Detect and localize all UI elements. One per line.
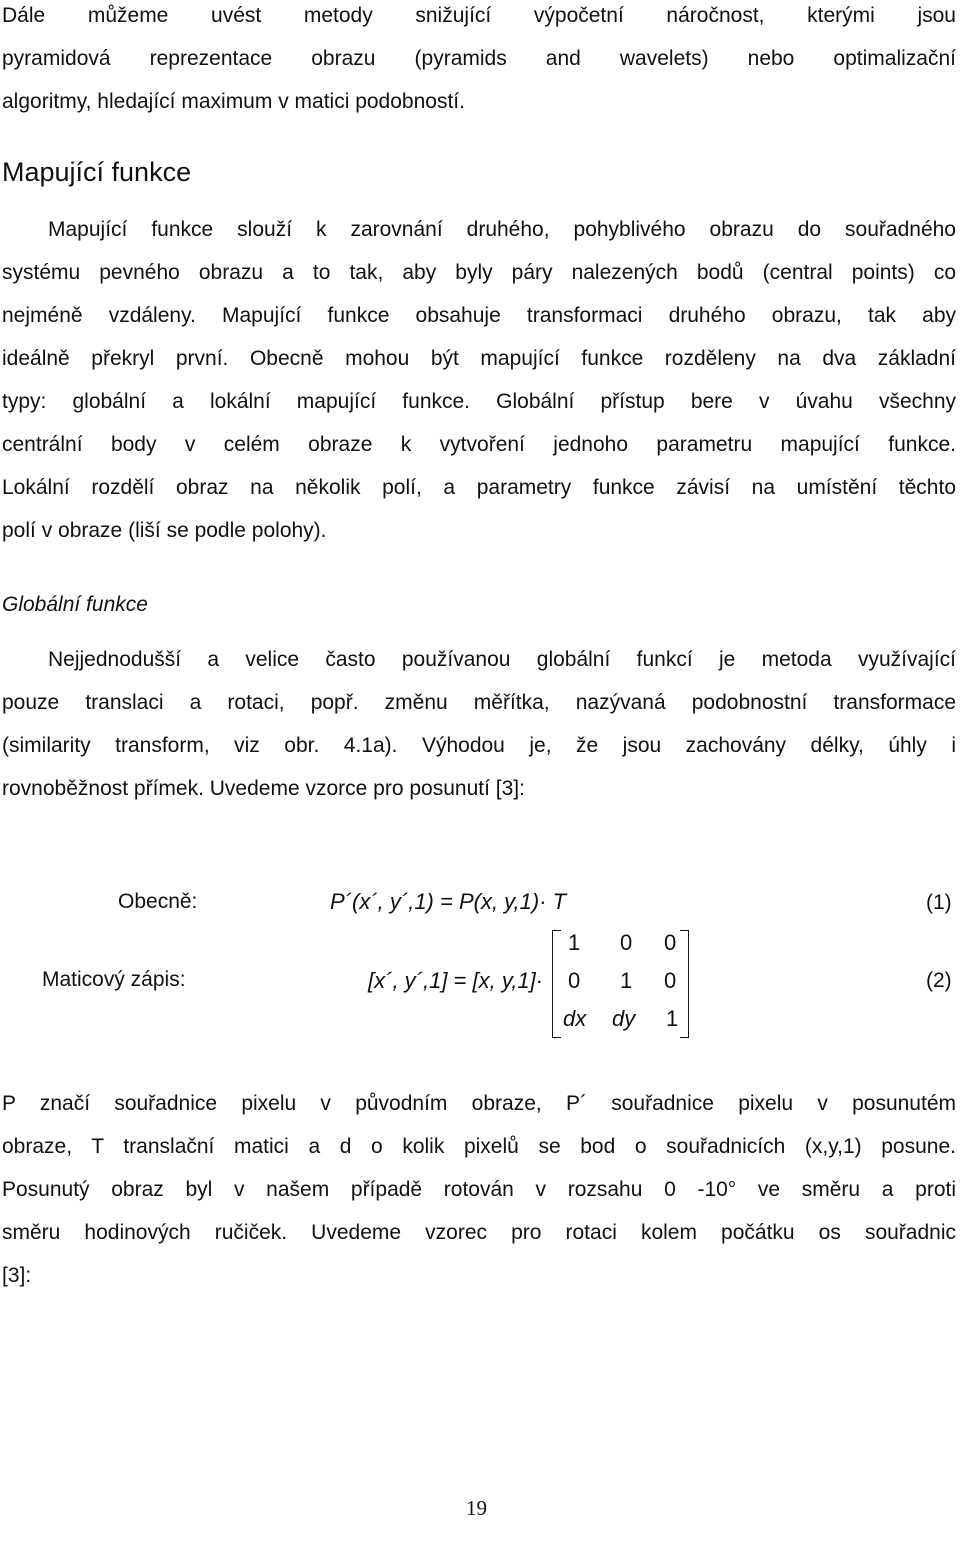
equation-1-number: (1) [926, 891, 952, 914]
equation-1-formula: P´(x´, y´,1) = P(x, y,1)· T [330, 889, 567, 914]
matrix-cell: 0 [620, 930, 633, 955]
matrix-cell: 0 [664, 930, 677, 955]
section1-line-5: typy: globální a lokální mapující funkce. Globální přístup bere v úvahu všechny [2, 390, 956, 413]
page-number: 19 [466, 1496, 487, 1520]
matrix-cell: 1 [620, 968, 633, 993]
equation-2-number: (2) [926, 969, 952, 992]
after-line-3: Posunutý obraz byl v našem případě rotován v rozsahu 0 -10° ve směru a proti [2, 1178, 956, 1201]
section1-line-2: systému pevného obrazu a to tak, aby byly páry nalezených bodů (central points) co [2, 261, 956, 284]
matrix-cell: 0 [664, 968, 677, 993]
section2-line-1: Nejjednodušší a velice často používanou globální funkcí je metoda využívající [48, 648, 956, 671]
matrix-cell: 1 [666, 1006, 679, 1031]
matrix-right-bracket [680, 930, 689, 1038]
after-paragraph [2, 1082, 956, 1297]
section2-line-2: pouze translaci a rotaci, popř. změnu měřítka, nazývaná podobnostní transformace [2, 691, 956, 714]
section1-paragraph [2, 208, 956, 552]
after-line-5: [3]: [2, 1264, 32, 1287]
intro-line-1: Dále můžeme uvést metody snižující výpočetní náročnost, kterými jsou [2, 4, 956, 27]
matrix-cell-dx: dx [563, 1006, 587, 1031]
intro-line-3: algoritmy, hledající maximum v matici podobností. [2, 90, 465, 113]
matrix-cell: 0 [568, 968, 581, 993]
section1-line-7: Lokální rozdělí obraz na několik polí, a parametry funkce závisí na umístění těchto [2, 476, 956, 499]
intro-line-2: pyramidová reprezentace obrazu (pyramids and wavelets) nebo optimalizační [2, 47, 956, 70]
section1-line-6: centrální body v celém obraze k vytvoření jednoho parametru mapující funkce. [2, 433, 956, 456]
equation-2-lhs: [x´, y´,1] = [x, y,1]· [368, 968, 544, 993]
section1-line-3: nejméně vzdáleny. Mapující funkce obsahuje transformaci druhého obrazu, tak aby [2, 304, 956, 327]
section2-paragraph [2, 638, 956, 810]
section2-line-3: (similarity transform, viz obr. 4.1a). Výhodou je, že jsou zachovány délky, úhly i [2, 734, 956, 757]
intro-paragraph [2, 0, 956, 123]
section2-line-4: rovnoběžnost přímek. Uvedeme vzorce pro posunutí [3]: [2, 777, 525, 800]
after-line-1: P značí souřadnice pixelu v původním obraze, P´ souřadnice pixelu v posunutém [2, 1092, 956, 1115]
equation-1-label: Obecně: [118, 890, 198, 913]
section1-line-1: Mapující funkce slouží k zarovnání druhého, pohyblivého obrazu do souřadného [48, 218, 956, 241]
matrix-cell-dy: dy [612, 1006, 636, 1031]
matrix-left-bracket [552, 930, 561, 1038]
after-line-4: směru hodinových ručiček. Uvedeme vzorec pro rotaci kolem počátku os souřadnic [2, 1221, 956, 1244]
equation-2-label: Maticový zápis: [42, 968, 186, 991]
matrix-cell: 1 [568, 930, 581, 955]
section-heading-globalni-funkce: Globální funkce [2, 593, 148, 616]
section-heading-mapujici-funkce: Mapující funkce [2, 157, 192, 187]
section1-line-8: polí v obraze (liší se podle polohy). [2, 519, 327, 542]
section1-line-4: ideálně překryl první. Obecně mohou být mapující funkce rozděleny na dva základní [2, 347, 956, 370]
after-line-2: obraze, T translační matici a d o kolik pixelů se bod o souřadnicích (x,y,1) posune. [2, 1135, 956, 1158]
